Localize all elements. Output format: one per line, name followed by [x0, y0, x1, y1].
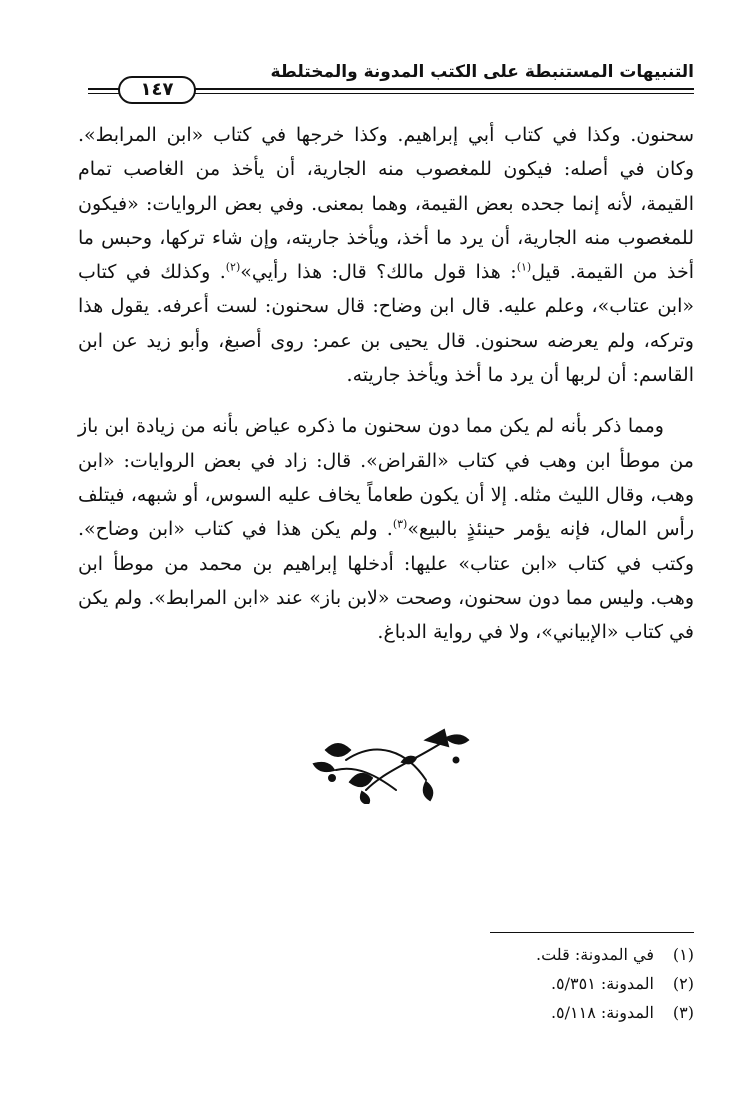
paragraph-1	[78, 118, 694, 392]
footnotes	[394, 940, 694, 1027]
footnote-1-number: (١)	[672, 945, 694, 964]
footnote-3-number: (٣)	[672, 1003, 694, 1022]
paragraph-1-part-a: سحنون. وكذا في كتاب أبي إبراهيم. وكذا خرجها في كتاب «ابن المرابط». وكان في أصله: فيكون للمغصوب منه الجارية، أن يأخذ من الغاصب تمام القيمة، لأنه إنما جحده بعض القيمة، وهما بمعنى. وفي بعض الروايات: «فيكون للمغصوب منه الجارية، أن يرد ما أخذ، ويأخذ جاريته، وإن شاء تركها، وحبس ما أخذ من القيمة. قيل	[78, 124, 694, 284]
footnote-2-text: المدونة: ٥/٣٥١.	[550, 974, 654, 993]
page-number: ١٤٧	[118, 76, 196, 104]
footnote-2-number: (٢)	[672, 974, 694, 993]
footnote-ref-2: (٢)	[225, 260, 241, 274]
footnote-ref-1: (١)	[516, 260, 532, 274]
footnote-3	[394, 998, 694, 1027]
paragraph-2-part-b: . ولم يكن هذا في كتاب «ابن وضاح». وكتب في كتاب «ابن عتاب» عليها: أدخلها إبراهيم بن محمد من موطأ ابن وهب. وليس مما دون سحنون، وصحت «لابن باز» عند «ابن المرابط». ولم يكن في كتاب «الإبياني»، ولا في رواية الدباغ.	[78, 518, 694, 644]
footnote-ref-3: (٣)	[392, 517, 408, 531]
footnote-3-text: المدونة: ٥/١١٨.	[550, 1003, 654, 1022]
footnote-1	[394, 940, 694, 969]
running-title: التنبيهات المستنبطة على الكتب المدونة والمختلطة	[270, 62, 694, 82]
footnote-divider	[490, 932, 694, 933]
paragraph-2	[78, 409, 694, 649]
paragraph-2-part-a: ومما ذكر بأنه لم يكن مما دون سحنون ما ذكره عياض بأنه من زيادة ابن باز من موطأ ابن وهب في كتاب «القراض». قال: زاد في بعض الروايات: «ابن وهب، وقال الليث مثله. إلا أن يكون طعاماً يخاف عليه السوس، أو شبهه، فيتلف رأس المال، فإنه يؤمر حينئذٍ بالبيع»	[78, 415, 694, 541]
main-text	[78, 118, 694, 649]
floral-ornament-icon	[306, 720, 474, 804]
footnote-1-text: في المدونة: قلت.	[535, 945, 654, 964]
paragraph-1-part-b: : هذا قول مالك؟ قال: هذا رأيي»	[240, 261, 517, 284]
page-header	[88, 60, 694, 100]
paragraph-1-part-c: . وكذلك في كتاب «ابن عتاب»، وعلم عليه. قال ابن وضاح: قال سحنون: لست أعرفه. يقول هذا وتركه، ولم يعرضه سحنون. قال يحيى بن عمر: روى أصبغ، وأبو زيد عن ابن القاسم: أن لربها أن يرد ما أخذ ويأخذ جاريته.	[78, 261, 694, 387]
footnote-2	[394, 969, 694, 998]
